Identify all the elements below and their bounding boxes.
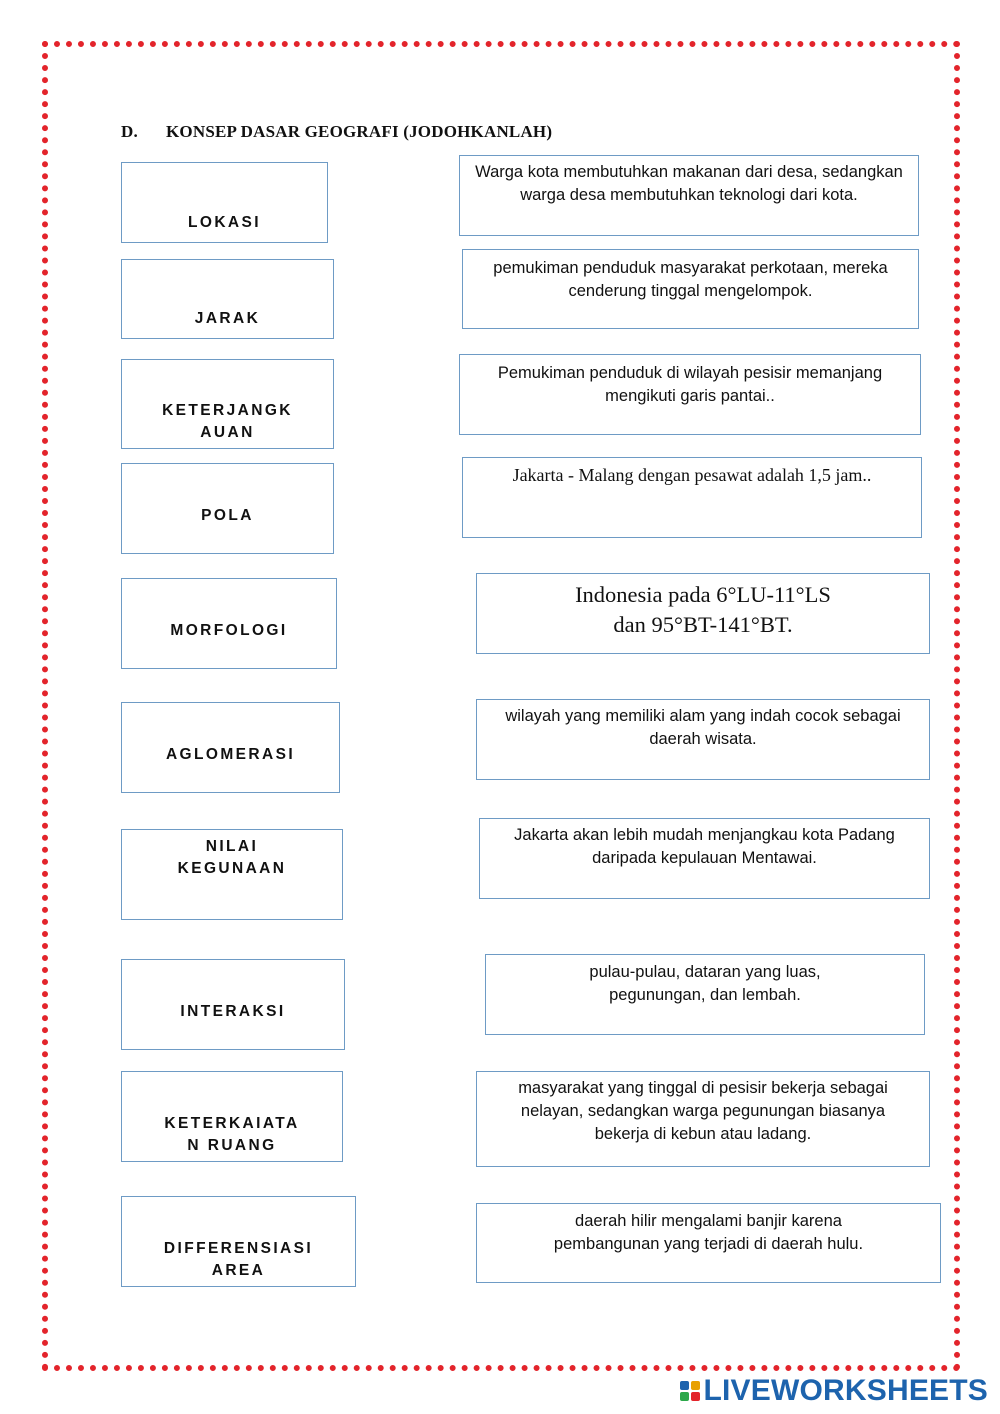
section-label: D.: [121, 122, 138, 141]
definition-text: masyarakat yang tinggal di pesisir bekerja sebagai nelayan, sedangkan warga pegunungan biasanya bekerja di kebun atau ladang.: [518, 1079, 888, 1143]
term-label: DIFFERENSIASI AREA: [163, 1240, 314, 1279]
logo-square-green: [680, 1392, 689, 1401]
term-box-pola[interactable]: [121, 463, 334, 554]
term-label: POLA: [201, 507, 254, 524]
term-box-morfologi[interactable]: [121, 578, 337, 669]
term-box-differensiasi-area[interactable]: [121, 1196, 356, 1287]
logo-square-blue: [680, 1381, 689, 1390]
term-label: JARAK: [194, 310, 261, 327]
term-box-aglomerasi[interactable]: [121, 702, 340, 793]
definition-text: Jakarta akan lebih mudah menjangkau kota Padang daripada kepulauan Mentawai.: [514, 826, 895, 867]
term-box-nilai-kegunaan[interactable]: [121, 829, 343, 920]
definition-box-3[interactable]: [459, 354, 921, 435]
definition-box-2[interactable]: [462, 249, 919, 329]
definition-box-7[interactable]: [479, 818, 930, 899]
definition-text: Pemukiman penduduk di wilayah pesisir memanjang mengikuti garis pantai..: [497, 364, 883, 405]
term-label: NILAI KEGUNAAN: [177, 838, 287, 877]
term-label: LOKASI: [188, 214, 261, 231]
term-label: KETERKAIATA N RUANG: [164, 1115, 300, 1154]
term-box-keterkaitan-ruang[interactable]: [121, 1071, 343, 1162]
definition-box-4[interactable]: [462, 457, 922, 538]
term-label: KETERJANGK AUAN: [162, 402, 293, 441]
definition-box-8[interactable]: [485, 954, 925, 1035]
definition-box-9[interactable]: [476, 1071, 930, 1167]
section-heading: [121, 122, 552, 142]
definition-text: wilayah yang memiliki alam yang indah cocok sebagai daerah wisata.: [505, 707, 901, 748]
definition-box-1[interactable]: [459, 155, 919, 236]
definition-box-6[interactable]: [476, 699, 930, 780]
term-box-interaksi[interactable]: [121, 959, 345, 1050]
term-box-keterjangkauan[interactable]: [121, 359, 334, 449]
definition-text: pemukiman penduduk masyarakat perkotaan, mereka cenderung tinggal mengelompok.: [493, 259, 888, 300]
liveworksheets-brand: [680, 1374, 989, 1408]
brand-name: LIVEWORKSHEETS: [703, 1374, 988, 1407]
definition-box-5[interactable]: [476, 573, 930, 654]
term-label: MORFOLOGI: [170, 622, 288, 639]
logo-square-red: [691, 1392, 700, 1401]
term-box-lokasi[interactable]: [121, 162, 328, 243]
term-label: INTERAKSI: [180, 1003, 286, 1020]
liveworksheets-logo-icon: [680, 1381, 700, 1401]
section-title: KONSEP DASAR GEOGRAFI (JODOHKANLAH): [166, 122, 553, 141]
definition-text: pulau-pulau, dataran yang luas, pegunungan, dan lembah.: [589, 963, 821, 1004]
definition-text: Jakarta - Malang dengan pesawat adalah 1,5 jam..: [512, 465, 872, 485]
term-box-jarak[interactable]: [121, 259, 334, 339]
definition-text: Warga kota membutuhkan makanan dari desa, sedangkan warga desa membutuhkan teknologi dari kota.: [475, 163, 903, 204]
term-label: AGLOMERASI: [165, 746, 296, 763]
logo-square-orange: [691, 1381, 700, 1390]
definition-text: daerah hilir mengalami banjir karena pembangunan yang terjadi di daerah hulu.: [553, 1212, 864, 1253]
definition-box-10[interactable]: [476, 1203, 941, 1283]
definition-text: Indonesia pada 6°LU-11°LS dan 95°BT-141°BT.: [575, 582, 831, 637]
